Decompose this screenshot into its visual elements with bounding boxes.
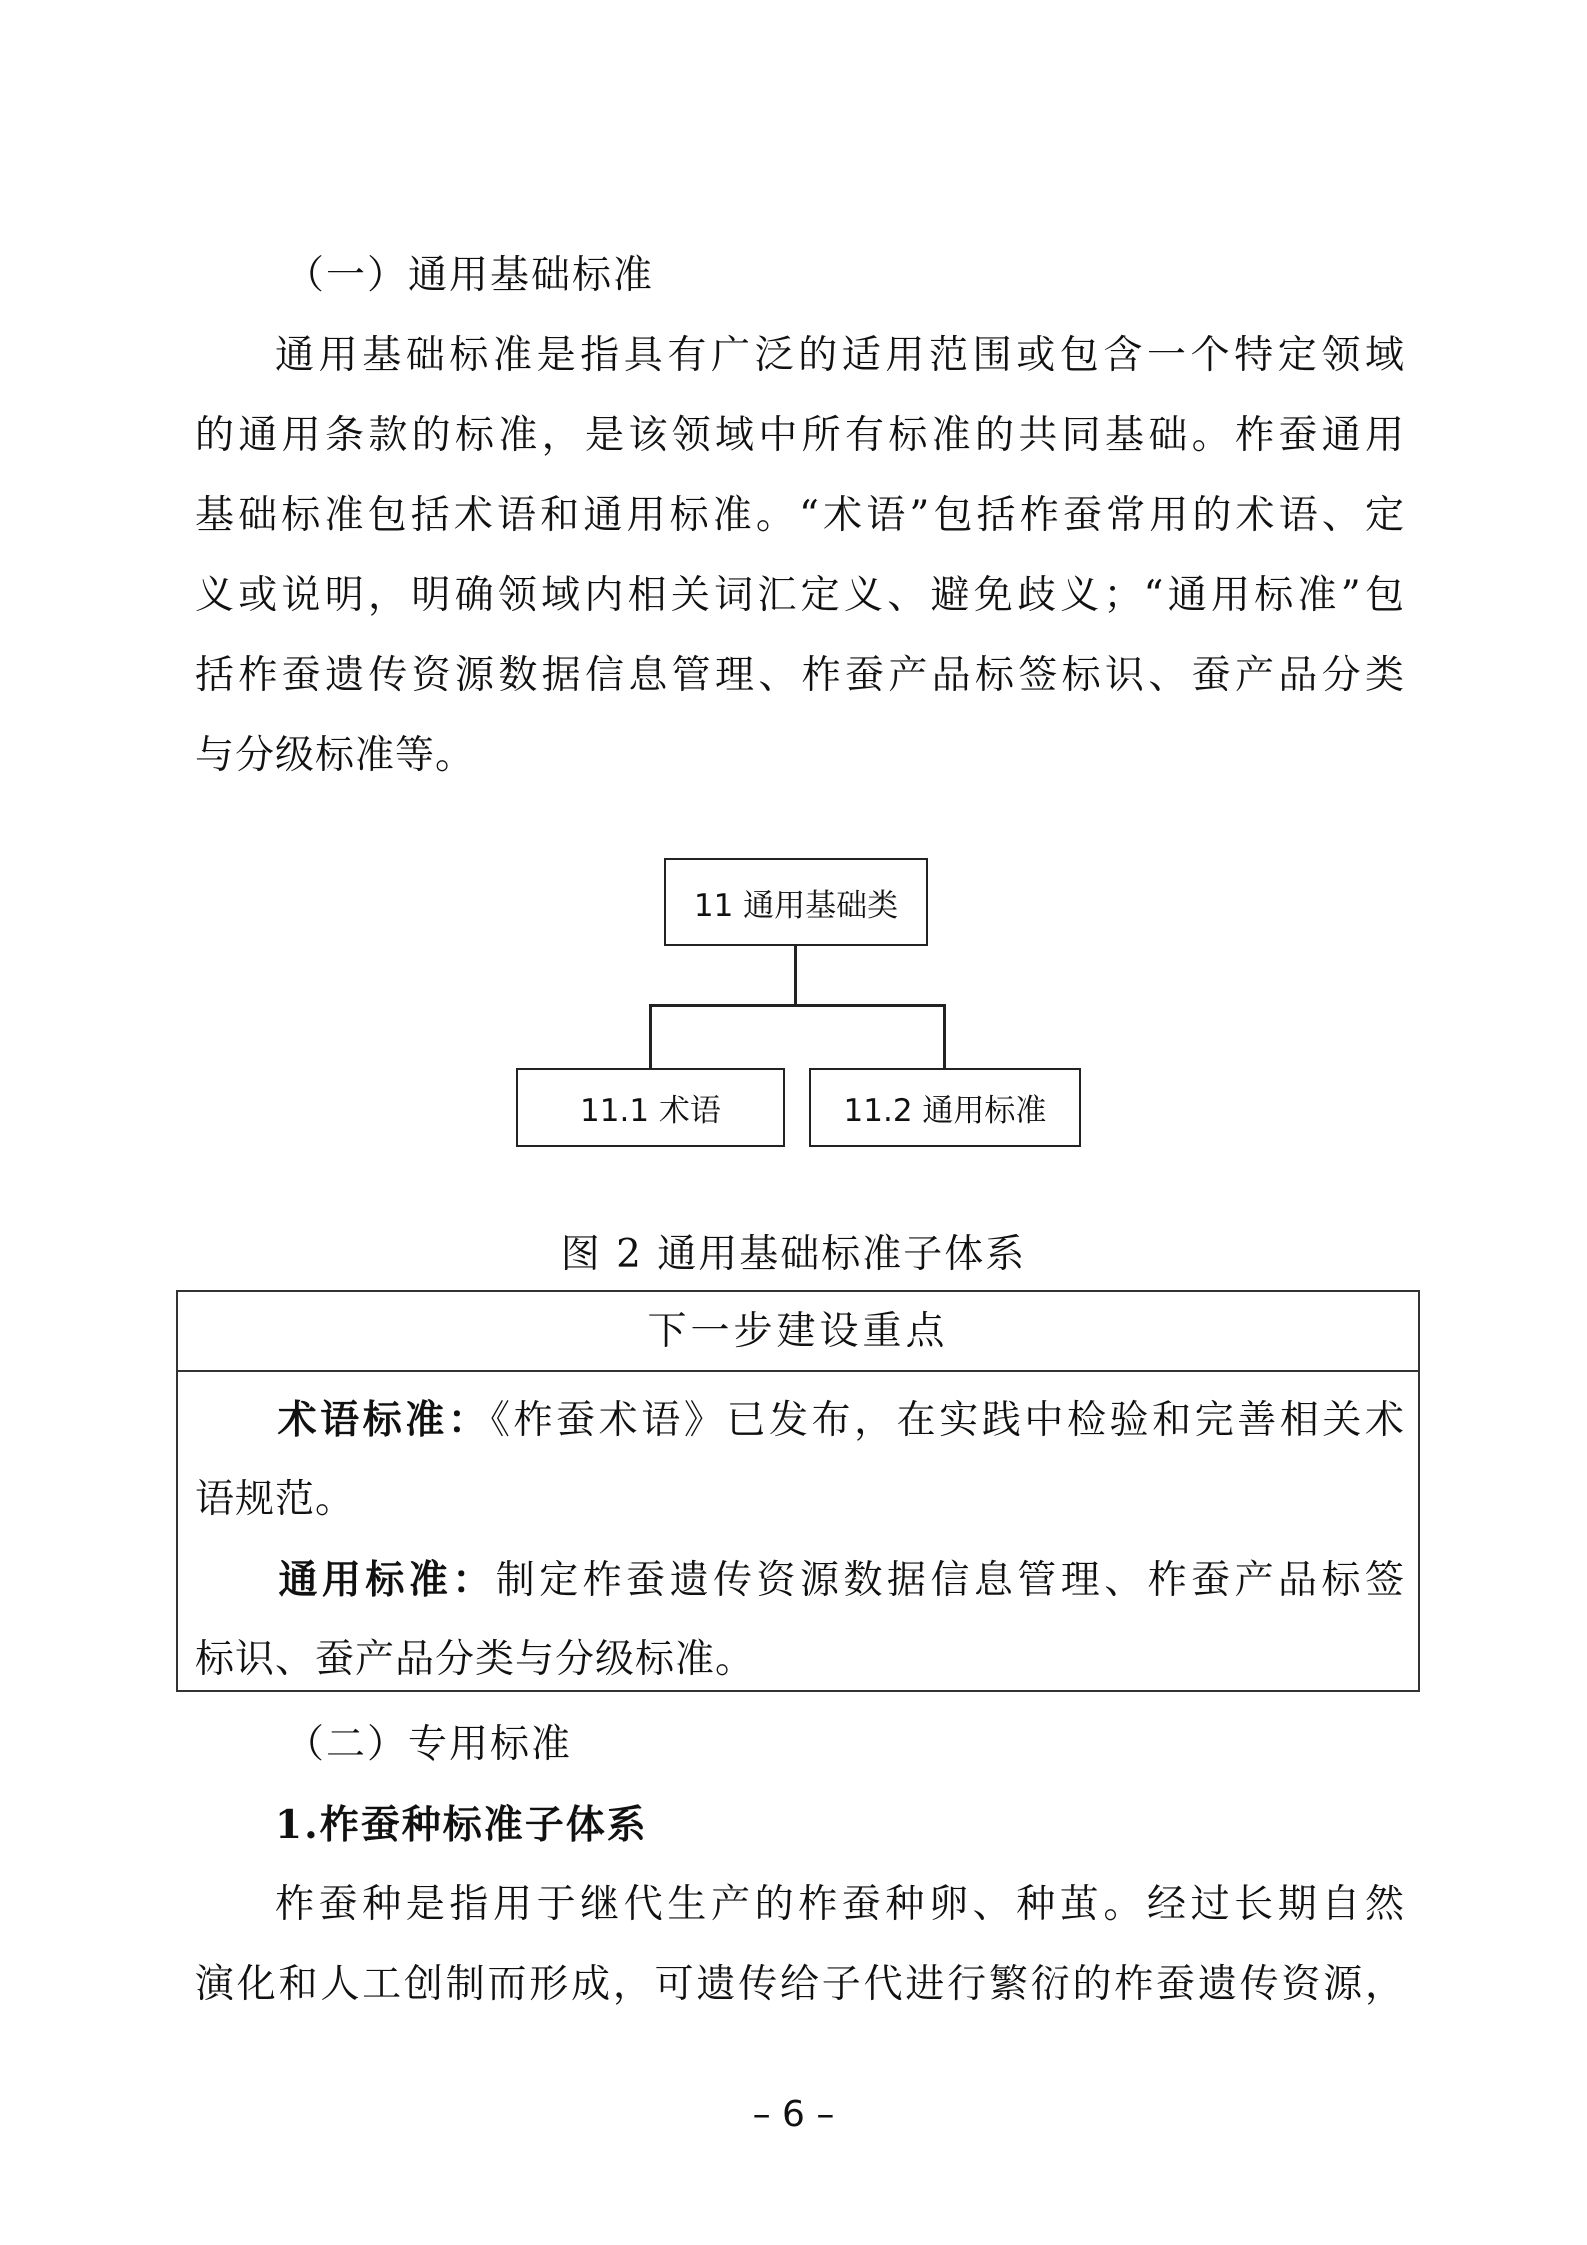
paragraph-line: 演化和人工创制而形成，可遗传给子代进行繁衍的柞蚕遗传资源， [195, 1962, 1405, 2007]
diagram-child-node: 11.2 通用标准 [809, 1068, 1081, 1147]
diagram-child-node: 11.1 术语 [516, 1068, 785, 1147]
general-standard-text: 制定柞蚕遗传资源数据信息管理、柞蚕产品标签 [495, 1558, 1405, 1603]
paragraph-line: 的通用条款的标准，是该领域中所有标准的共同基础。柞蚕通用 [195, 413, 1405, 458]
term-standard-label: 术语标准： [275, 1397, 491, 1443]
section-heading-general: （一）通用基础标准 [285, 253, 655, 298]
figure-caption: 图 2 通用基础标准子体系 [560, 1232, 1027, 1277]
table-line [195, 1540, 1405, 1620]
paragraph-line: 与分级标准等。 [195, 733, 476, 778]
term-standard-text: 《柞蚕术语》已发布，在实践中检验和完善相关术 [490, 1398, 1405, 1443]
subsection-heading: 1.柞蚕种标准子体系 [275, 1802, 648, 1848]
connector-line [794, 946, 797, 1006]
general-standard-label: 通用标准： [275, 1557, 496, 1603]
paragraph-line: 义或说明，明确领域内相关词汇定义、避免歧义；“通用标准”包 [195, 573, 1405, 618]
paragraph-line: 通用基础标准是指具有广泛的适用范围或包含一个特定领域 [275, 333, 1405, 378]
page-number: – 6 – [752, 2094, 835, 2135]
connector-line [649, 1004, 652, 1070]
connector-line [943, 1004, 946, 1070]
table-line: 标识、蚕产品分类与分级标准。 [195, 1637, 756, 1682]
connector-line [649, 1004, 946, 1007]
paragraph-line: 基础标准包括术语和通用标准。“术语”包括柞蚕常用的术语、定 [195, 493, 1405, 538]
table-header: 下一步建设重点 [178, 1292, 1418, 1372]
paragraph-line: 括柞蚕遗传资源数据信息管理、柞蚕产品标签标识、蚕产品分类 [195, 653, 1405, 698]
table-line: 语规范。 [195, 1477, 356, 1522]
paragraph-line: 柞蚕种是指用于继代生产的柞蚕种卵、种茧。经过长期自然 [275, 1882, 1405, 1927]
section-heading-special: （二）专用标准 [285, 1722, 573, 1767]
diagram-root-node: 11 通用基础类 [664, 858, 928, 946]
table-line [195, 1380, 1405, 1460]
